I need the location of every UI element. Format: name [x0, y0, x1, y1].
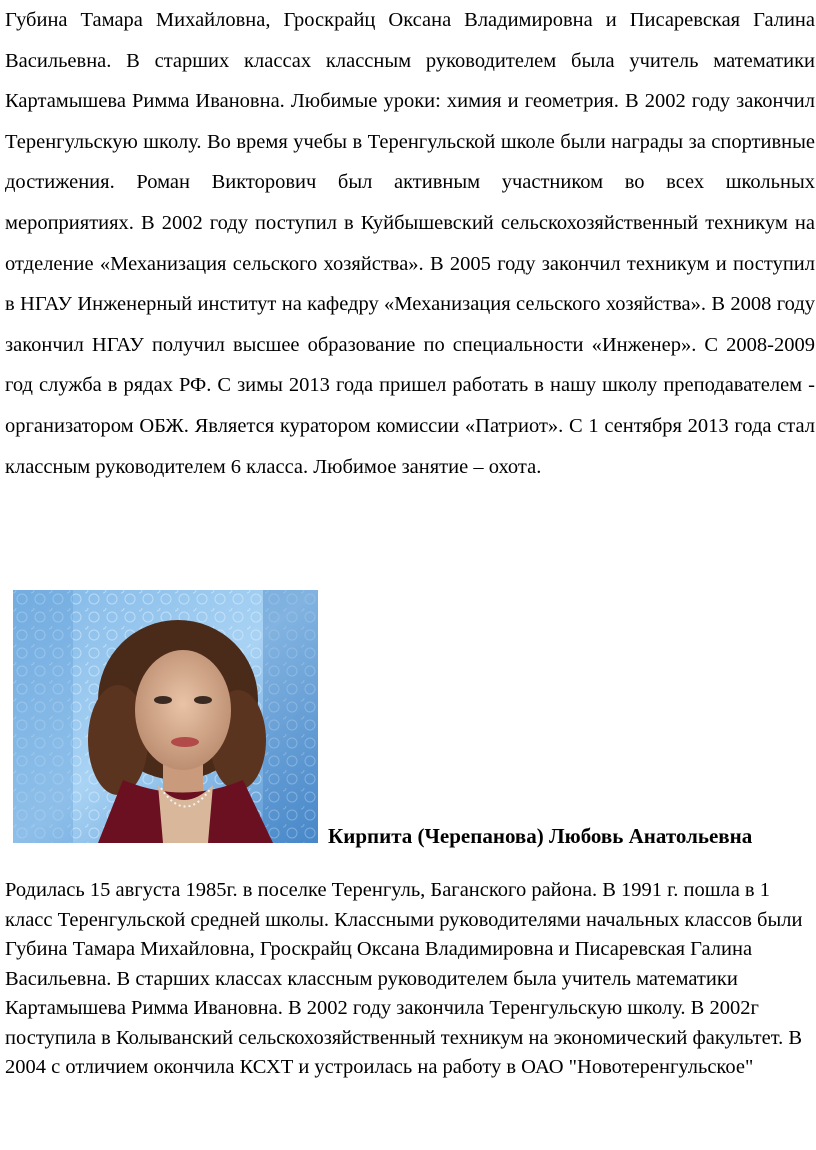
portrait-photo	[13, 590, 318, 843]
biography-paragraph-2: Родилась 15 августа 1985г. в поселке Теренгуль, Баганского района. В 1991 г. пошла в 1 класс Теренгульской средней школы. Классными руководителями начальных классов были Губина Тамара Михайловна, Гроскрайц Оксана Владимировна и Писаревская Галина Васильевна. В старших классах классным руководителем была учитель математики Картамышева Римма Ивановна. В 2002 году закончила Теренгульскую школу. В 2002г поступила в Колыванский сельскохозяйственный техникум на экономический факультет. В 2004 с отличием окончила КСХТ и устроилась на работу в ОАО "Новотеренгульское"	[5, 879, 803, 1078]
person-name-heading: Кирпита (Черепанова) Любовь Анатольевна	[328, 824, 753, 848]
biography-paragraph-1: Губина Тамара Михайловна, Гроскрайц Оксана Владимировна и Писаревская Галина Васильевна. В старших классах классным руководителем была учитель математики Картамышева Римма Ивановна. Любимые уроки: химия и геометрия. В 2002 году закончил Теренгульскую школу. Во время учебы в Теренгульской школе были награды за спортивные достижения. Роман Викторович был активным участником во всех школьных мероприятиях. В 2002 году поступил в Куйбышевский сельскохозяйственный техникум на отделение «Механизация сельского хозяйства». В 2005 году закончил техникум и поступил в НГАУ Инженерный институт на кафедру «Механизация сельского хозяйства». В 2008 году закончил НГАУ получил высшее образование по специальности «Инженер». С 2008-2009 год служба в рядах РФ. С зимы 2013 года пришел работать в нашу школу преподавателем - организатором ОБЖ. Является куратором комиссии «Патриот». С 1 сентября 2013 года стал классным руководителем 6 класса. Любимое занятие – охота.	[5, 9, 815, 478]
